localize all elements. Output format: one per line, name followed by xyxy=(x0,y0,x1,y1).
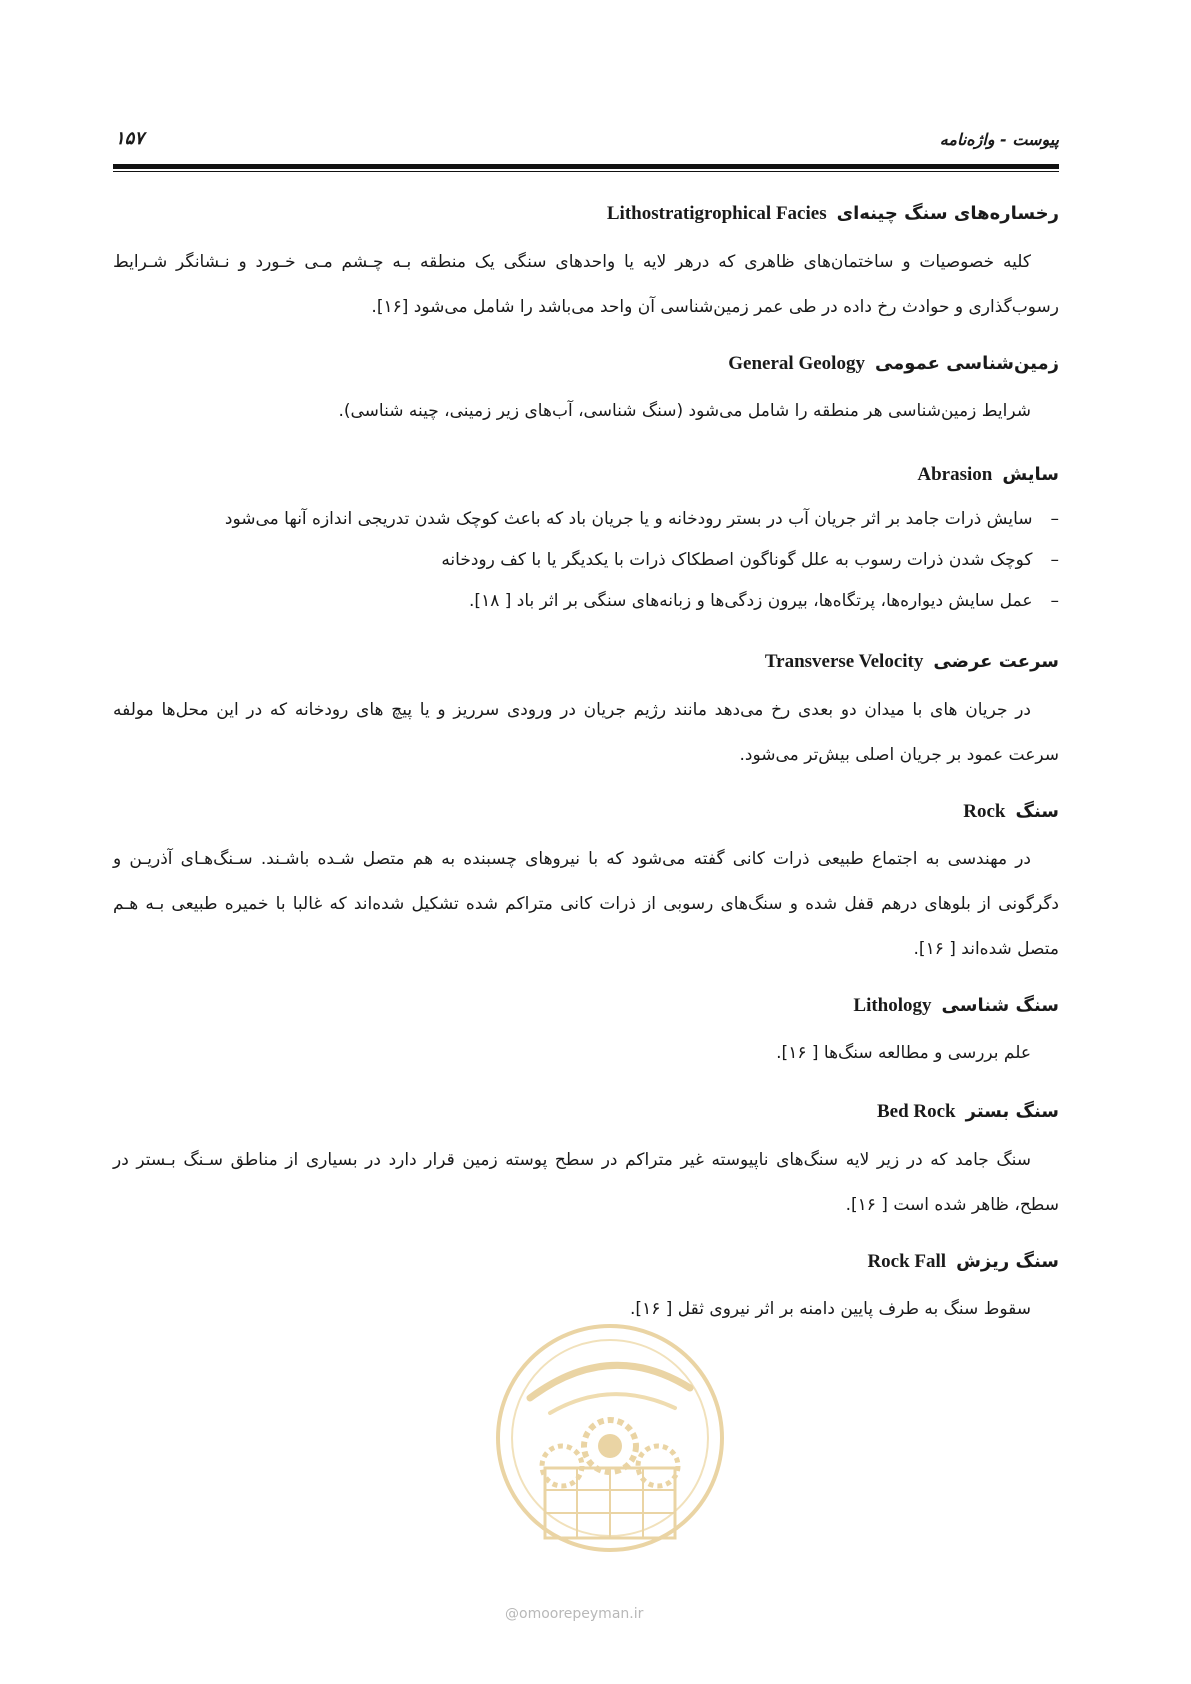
entry-heading xyxy=(917,464,1059,486)
entry-heading xyxy=(877,1101,1059,1123)
entry-heading xyxy=(728,353,1059,375)
entry-term-en: Bed Rock xyxy=(876,1101,956,1122)
excavator-icon xyxy=(638,1446,678,1486)
entry-term-en: General Geology xyxy=(728,353,865,374)
bullet-item xyxy=(441,550,1059,570)
bullet-dash: – xyxy=(1050,550,1059,570)
entry-term-fa: زمین‌شناسی عمومی xyxy=(874,353,1059,374)
entry-term-en: Transverse Velocity xyxy=(764,651,924,672)
entry-definition xyxy=(113,837,1059,972)
entry-heading xyxy=(607,203,1059,225)
bullet-text: کوچک شدن ذرات رسوب به علل گوناگون اصطکاک ذرات با یکدیگر یا با کف رودخانه xyxy=(441,550,1033,570)
definition-line: متصل شده‌اند [ ۱۶]. xyxy=(913,939,1059,959)
definition-line: سرعت عمود بر جریان اصلی بیش‌تر می‌شود. xyxy=(739,745,1059,765)
header-rule-thin xyxy=(113,171,1059,172)
entry-term-en: Rock xyxy=(963,801,1006,822)
definition-line: کلیه خصوصیات و ساختمان‌های ظاهری که درهر لایه یا واحدهای سنگی یک منطقه بـه چـشم مـی خـورد و نـشانگر شـرایط xyxy=(113,252,1031,272)
entry-term-fa: سنگ شناسی xyxy=(941,995,1059,1016)
entry-term-fa: رخساره‌های سنگ چینه‌ای xyxy=(836,203,1059,224)
entry-term-en: Lithology xyxy=(853,995,932,1016)
bullet-dash: – xyxy=(1050,591,1059,611)
gear-center-icon xyxy=(598,1434,622,1458)
watermark-script-stroke xyxy=(550,1394,675,1413)
entry-definition xyxy=(113,1138,1059,1228)
entry-heading xyxy=(765,651,1059,673)
entry-term-en: Abrasion xyxy=(917,464,993,485)
entry-term-fa: سنگ ریزش xyxy=(956,1251,1059,1272)
running-title: پیوست - واژه‌نامه xyxy=(939,130,1059,149)
entry-heading xyxy=(853,995,1059,1017)
definition-line: شرایط زمین‌شناسی هر منطقه را شامل می‌شود (سنگ شناسی، آب‌های زیر زمینی، چینه شناسی). xyxy=(338,401,1031,421)
header-rule-thick xyxy=(113,164,1059,169)
entry-heading xyxy=(867,1251,1059,1273)
definition-line: در جریان های با میدان دو بعدی رخ می‌دهد مانند رژیم جریان در ورودی سرریز و یا پیچ های رودخانه که در این محل‌ها مولفه xyxy=(113,700,1031,720)
entry-term-fa: سنگ xyxy=(1015,801,1059,822)
definition-line: علم بررسی و مطالعه سنگ‌ها [ ۱۶]. xyxy=(776,1043,1031,1063)
page-number: ۱۵۷ xyxy=(115,128,145,149)
watermark-logo xyxy=(490,1318,730,1618)
entry-term-en: Lithostratigrophical Facies xyxy=(606,203,827,224)
bullet-dash: – xyxy=(1050,509,1059,529)
definition-line: سنگ جامد که در زیر لایه سنگ‌های ناپیوسته غیر متراکم در سطح پوسته زمین قرار دارد در بسیاری از مناطق سـنگ بـستر در xyxy=(113,1150,1031,1170)
watermark-url: @omoorepeyman.ir xyxy=(505,1606,644,1622)
definition-line: سطح، ظاهر شده است [ ۱۶]. xyxy=(845,1195,1059,1215)
definition-line: در مهندسی به اجتماع طبیعی ذرات کانی گفته می‌شود که با نیروهای چسبنده به هم متصل شـده باشـند. سـنگ‌هـای آذریـن و xyxy=(113,849,1031,869)
definition-line: رسوب‌گذاری و حوادث رخ داده در طی عمر زمین‌شناسی آن واحد می‌باشد را شامل می‌شود [۱۶]. xyxy=(371,297,1059,317)
page-header xyxy=(113,126,1059,166)
bullet-item xyxy=(225,509,1059,529)
entry-term-fa: سرعت عرضی xyxy=(933,651,1059,672)
bullet-text: عمل سایش دیواره‌ها، پرتگاه‌ها، بیرون زدگی‌ها و زبانه‌های سنگی بر اثر باد [ ۱۸]. xyxy=(469,591,1033,611)
entry-heading xyxy=(963,801,1059,823)
bullet-item xyxy=(469,591,1059,611)
entry-term-fa: سایش xyxy=(1002,464,1059,485)
definition-line: دگرگونی از بلوهای درهم قفل شده و سنگ‌های رسوبی از ذرات کانی متراکم شده تشکیل شده‌اند که غالبا با خمیره طبیعی بـه هـم xyxy=(113,894,1059,914)
bullet-text: سایش ذرات جامد بر اثر جریان آب در بستر رودخانه و یا جریان باد که باعث کوچک شدن تدریجی اندازه آنها می‌شود xyxy=(224,509,1033,529)
definition-line: سقوط سنگ به طرف پایین دامنه بر اثر نیروی ثقل [ ۱۶]. xyxy=(630,1299,1031,1319)
entry-definition xyxy=(113,240,1059,330)
entry-term-en: Rock Fall xyxy=(867,1251,947,1272)
entry-definition xyxy=(113,389,1059,434)
entry-definition xyxy=(113,688,1059,778)
entry-definition xyxy=(113,1031,1059,1076)
entry-term-fa: سنگ بستر xyxy=(965,1101,1059,1122)
